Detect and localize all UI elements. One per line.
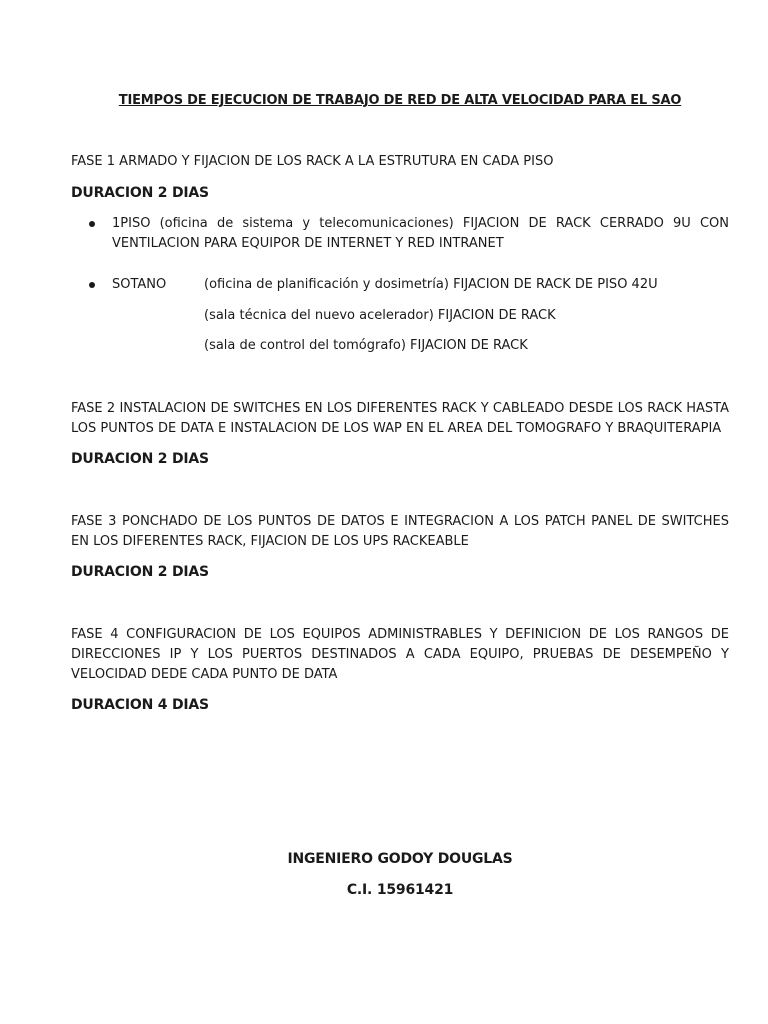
bullet-item-1piso: 1PISO (oficina de sistema y telecomunicaciones) FIJACION DE RACK CERRADO 9U CON VENTILACION PARA EQUIPOR DE INTERNET Y RED INTRANET: [112, 216, 729, 251]
fase1-heading: FASE 1 ARMADO Y FIJACION DE LOS RACK A LA ESTRUTURA EN CADA PISO: [71, 154, 554, 169]
fase4-text: FASE 4 CONFIGURACION DE LOS EQUIPOS ADMINISTRABLES Y DEFINICION DE LOS RANGOS DE DIRECCIONES IP Y LOS PUERTOS DESTINADOS A CADA EQUIPO, PRUEBAS DE DESEMPEÑO Y VELOCIDAD DEDE CADA PUNTO DE DATA: [71, 627, 729, 682]
fase3-duration: DURACION 2 DIAS: [71, 564, 209, 580]
sotano-line-3: (sala de control del tomógrafo) FIJACION DE RACK: [204, 338, 528, 353]
bullet-item-sotano-label: SOTANO: [112, 277, 167, 292]
fase3-text: FASE 3 PONCHADO DE LOS PUNTOS DE DATOS E INTEGRACION A LOS PATCH PANEL DE SWITCHES EN LOS DIFERENTES RACK, FIJACION DE LOS UPS RACKEABLE: [71, 514, 729, 549]
signature-name: INGENIERO GODOY DOUGLAS: [287, 851, 513, 867]
bullet-icon: [89, 221, 95, 227]
bullet-icon: [89, 282, 95, 288]
fase2-duration: DURACION 2 DIAS: [71, 451, 209, 467]
sotano-line-2: (sala técnica del nuevo acelerador) FIJACION DE RACK: [204, 308, 556, 323]
sotano-line-1: (oficina de planificación y dosimetría) FIJACION DE RACK DE PISO 42U: [204, 277, 658, 292]
fase4-duration: DURACION 4 DIAS: [71, 697, 209, 713]
signature-id: C.I. 15961421: [346, 882, 454, 898]
fase1-duration: DURACION 2 DIAS: [71, 185, 209, 201]
document-title: TIEMPOS DE EJECUCION DE TRABAJO DE RED DE ALTA VELOCIDAD PARA EL SAO: [118, 93, 682, 108]
fase2-text: FASE 2 INSTALACION DE SWITCHES EN LOS DIFERENTES RACK Y CABLEADO DESDE LOS RACK HASTA LOS PUNTOS DE DATA E INSTALACION DE LOS WAP EN EL AREA DEL TOMOGRAFO Y BRAQUITERAPIA: [71, 401, 729, 436]
